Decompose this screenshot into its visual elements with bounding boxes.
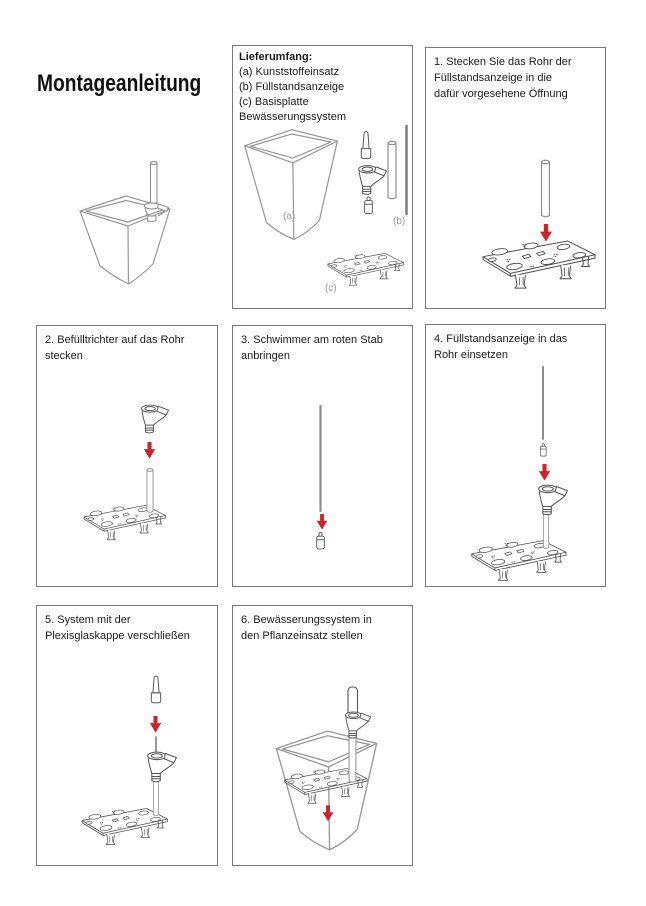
funnel-drawing bbox=[148, 752, 177, 782]
float-drawing bbox=[317, 533, 325, 549]
tube-drawing bbox=[543, 511, 548, 549]
lieferumfang-heading: Lieferumfang: bbox=[239, 51, 313, 63]
lieferumfang-item-a: (a) Kunststoffeinsatz bbox=[239, 66, 340, 78]
step-text-line: stecken bbox=[45, 350, 83, 362]
red-arrow-icon bbox=[317, 514, 328, 530]
base-plate-drawing bbox=[483, 241, 595, 288]
page-title: Montageanleitung bbox=[37, 70, 202, 97]
lieferumfang-item-b: (b) Füllstandsanzeige bbox=[239, 81, 345, 93]
panel-step-1 bbox=[425, 47, 606, 309]
step-text-line: 1. Stecken Sie das Rohr der bbox=[434, 56, 572, 68]
funnel-drawing bbox=[539, 485, 568, 515]
lieferumfang-item-c: (c) Basisplatte bbox=[239, 96, 309, 108]
step-2-text bbox=[37, 326, 217, 364]
step-text-line: Plexisglaskappe verschließen bbox=[45, 630, 190, 642]
float-drawing bbox=[365, 197, 373, 214]
base-plate-drawing bbox=[472, 541, 566, 581]
step-text-line: 5. System mit der bbox=[45, 614, 131, 626]
lieferumfang-text bbox=[233, 46, 412, 125]
plant-insert-drawing bbox=[245, 130, 338, 240]
planter-overview-drawing bbox=[73, 156, 179, 296]
red-arrow-icon bbox=[150, 716, 161, 733]
funnel-drawing bbox=[359, 166, 387, 195]
panel-lieferumfang bbox=[232, 45, 413, 309]
step-3-drawing bbox=[233, 326, 412, 586]
plant-insert-drawing bbox=[276, 731, 376, 850]
step-5-drawing bbox=[37, 606, 217, 865]
step-1-text bbox=[426, 48, 605, 102]
tube-drawing bbox=[349, 733, 356, 782]
tube-drawing bbox=[542, 160, 550, 217]
part-label-a: (a) bbox=[283, 211, 296, 222]
panel-step-5 bbox=[36, 605, 218, 866]
panel-step-4 bbox=[425, 324, 606, 587]
part-label-b: (b) bbox=[393, 216, 406, 227]
step-4-drawing bbox=[426, 325, 605, 586]
tube-drawing bbox=[147, 469, 153, 513]
cap-drawing bbox=[361, 132, 370, 159]
step-4-text bbox=[426, 325, 605, 363]
panel-step-3 bbox=[232, 325, 413, 587]
funnel-drawing bbox=[142, 405, 169, 433]
step-3-text bbox=[233, 326, 412, 364]
step-text-line: Füllstandsanzeige in die bbox=[434, 72, 553, 84]
step-text-line: Rohr einsetzen bbox=[434, 349, 508, 361]
red-arrow-icon bbox=[144, 442, 155, 459]
panel-step-2 bbox=[36, 325, 218, 587]
step-6-drawing bbox=[233, 606, 412, 865]
step-2-drawing bbox=[37, 326, 217, 586]
step-text-line: den Pflanzeinsatz stellen bbox=[241, 630, 363, 642]
step-text-line: 2. Befülltrichter auf das Rohr bbox=[45, 334, 185, 346]
step-6-text bbox=[233, 606, 412, 644]
step-5-text bbox=[37, 606, 217, 644]
float-drawing bbox=[540, 443, 546, 456]
red-arrow-icon bbox=[540, 224, 552, 242]
base-plate-drawing bbox=[328, 253, 404, 285]
step-text-line: anbringen bbox=[241, 350, 290, 362]
lieferumfang-item-c-cont: Bewässerungssystem bbox=[239, 111, 346, 123]
red-arrow-icon bbox=[539, 464, 550, 481]
funnel-drawing bbox=[345, 712, 370, 738]
panel-step-6 bbox=[232, 605, 413, 866]
cap-drawing bbox=[151, 676, 160, 703]
tube-drawing bbox=[388, 141, 396, 198]
part-label-c: (c) bbox=[325, 283, 337, 294]
step-text-line: 3. Schwimmer am roten Stab bbox=[241, 334, 383, 346]
step-text-line: dafür vorgesehene Öffnung bbox=[434, 88, 568, 100]
step-text-line: 4. Füllstandsanzeige in das bbox=[434, 333, 568, 345]
tube-drawing bbox=[153, 778, 158, 815]
step-text-line: 6. Bewässerungssystem in bbox=[241, 614, 372, 626]
red-arrow-icon bbox=[323, 805, 334, 821]
pot-drawing bbox=[80, 196, 170, 284]
